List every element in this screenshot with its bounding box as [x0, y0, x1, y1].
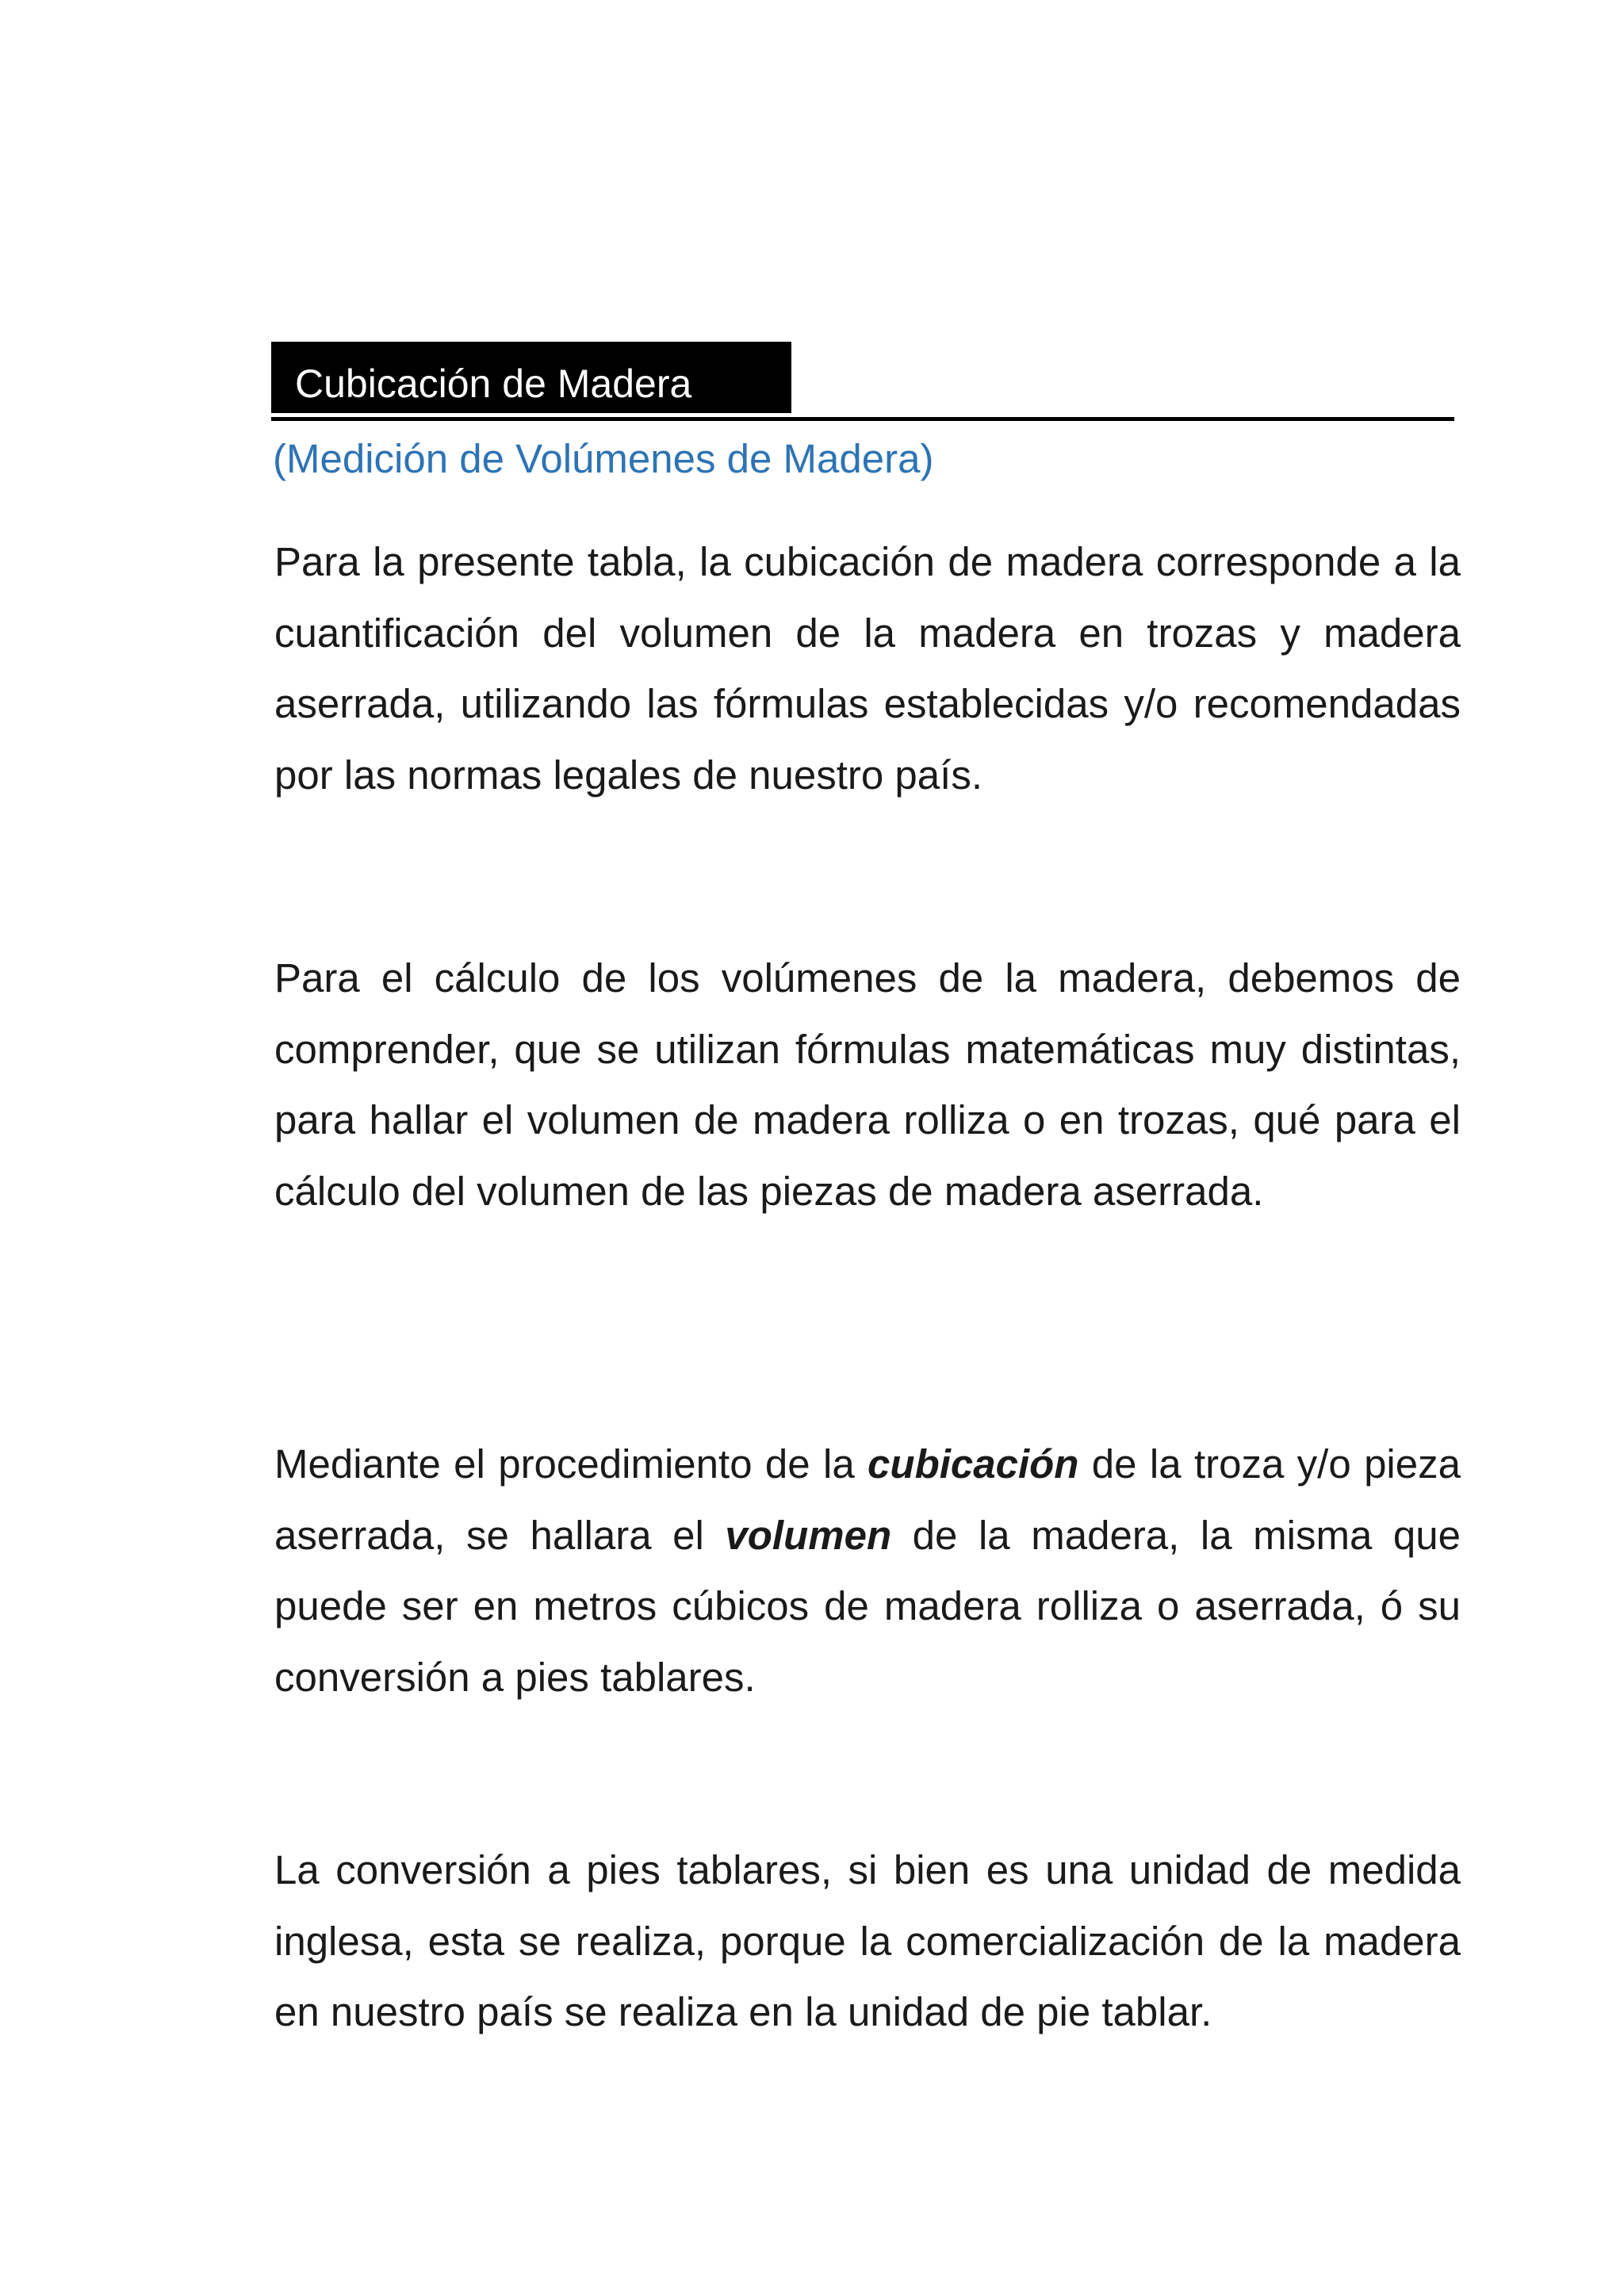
paragraph-3	[274, 1429, 1461, 1712]
paragraph-1: Para la presente tabla, la cubicación de madera corresponde a la cuantificación del volumen de la madera en trozas y madera aserrada, utilizando las fórmulas establecidas y/o recomendadas por las normas legales de nuestro país.	[274, 539, 1461, 798]
paragraph-3-text-b: de la troza y/o pieza aserrada, se hallara el	[274, 1441, 1461, 1558]
emphasis-volumen: volumen	[725, 1512, 892, 1558]
paragraph-3-text-a: Mediante el procedimiento de la	[274, 1441, 868, 1487]
section-title: Cubicación de Madera	[295, 362, 692, 406]
paragraph-4: La conversión a pies tablares, si bien es una unidad de medida inglesa, esta se realiza, porque la comercialización de la madera en nuestro país se realiza en la unidad de pie tablar.	[274, 1847, 1461, 2034]
paragraph-3-text-c: de la madera, la misma que puede ser en metros cúbicos de madera rolliza o aserrada, ó su conversión a pies tablares.	[274, 1512, 1461, 1700]
paragraph-2: Para el cálculo de los volúmenes de la madera, debemos de comprender, que se utilizan fórmulas matemáticas muy distintas, para hallar el volumen de madera rolliza o en trozas, qué para el cálculo del volumen de las piezas de madera aserrada.	[274, 955, 1461, 1214]
section-subtitle: (Medición de Volúmenes de Madera)	[273, 436, 934, 481]
title-underline-rule	[271, 417, 1454, 421]
emphasis-cubicacion: cubicación	[868, 1441, 1079, 1487]
